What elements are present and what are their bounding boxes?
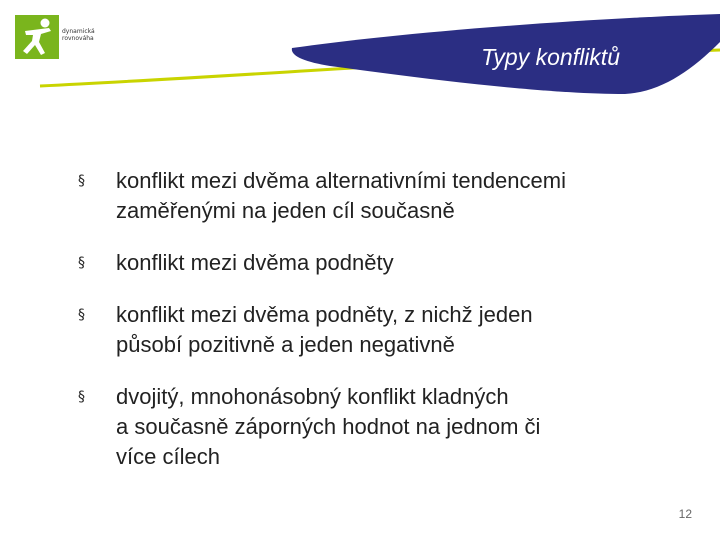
bullet-4-line-1: dvojitý, mnohonásobný konflikt kladných: [116, 384, 509, 409]
slide-title: Typy konfliktů: [481, 44, 620, 70]
page-number: 12: [678, 507, 692, 521]
logo-line-2: rovnováha: [62, 35, 94, 42]
bullet-item-3: [78, 300, 678, 360]
bullet-marker-icon: §: [78, 307, 85, 323]
bullet-3-line-2: působí pozitivně a jeden negativně: [116, 332, 455, 357]
logo-line-1: dynamická: [62, 28, 95, 35]
bullet-marker-icon: §: [78, 173, 85, 189]
bullet-list: [78, 166, 678, 472]
bullet-4-line-3: více cílech: [116, 444, 220, 469]
logo-text: [62, 28, 95, 42]
bullet-marker-icon: §: [78, 255, 85, 271]
bullet-4-line-2: a současně záporných hodnot na jednom či: [116, 414, 541, 439]
bullet-1-line-2: zaměřenými na jeden cíl současně: [116, 198, 455, 223]
bullet-3-line-1: konflikt mezi dvěma podněty, z nichž jeden: [116, 302, 533, 327]
logo-running-figure-icon: [15, 15, 59, 59]
bullet-item-1: [78, 166, 678, 226]
bullet-marker-icon: §: [78, 389, 85, 405]
bullet-item-4: [78, 382, 678, 472]
bullet-2-line-1: konflikt mezi dvěma podněty: [116, 250, 394, 275]
bullet-1-line-1: konflikt mezi dvěma alternativními tendencemi: [116, 168, 566, 193]
bullet-item-2: [78, 248, 678, 278]
